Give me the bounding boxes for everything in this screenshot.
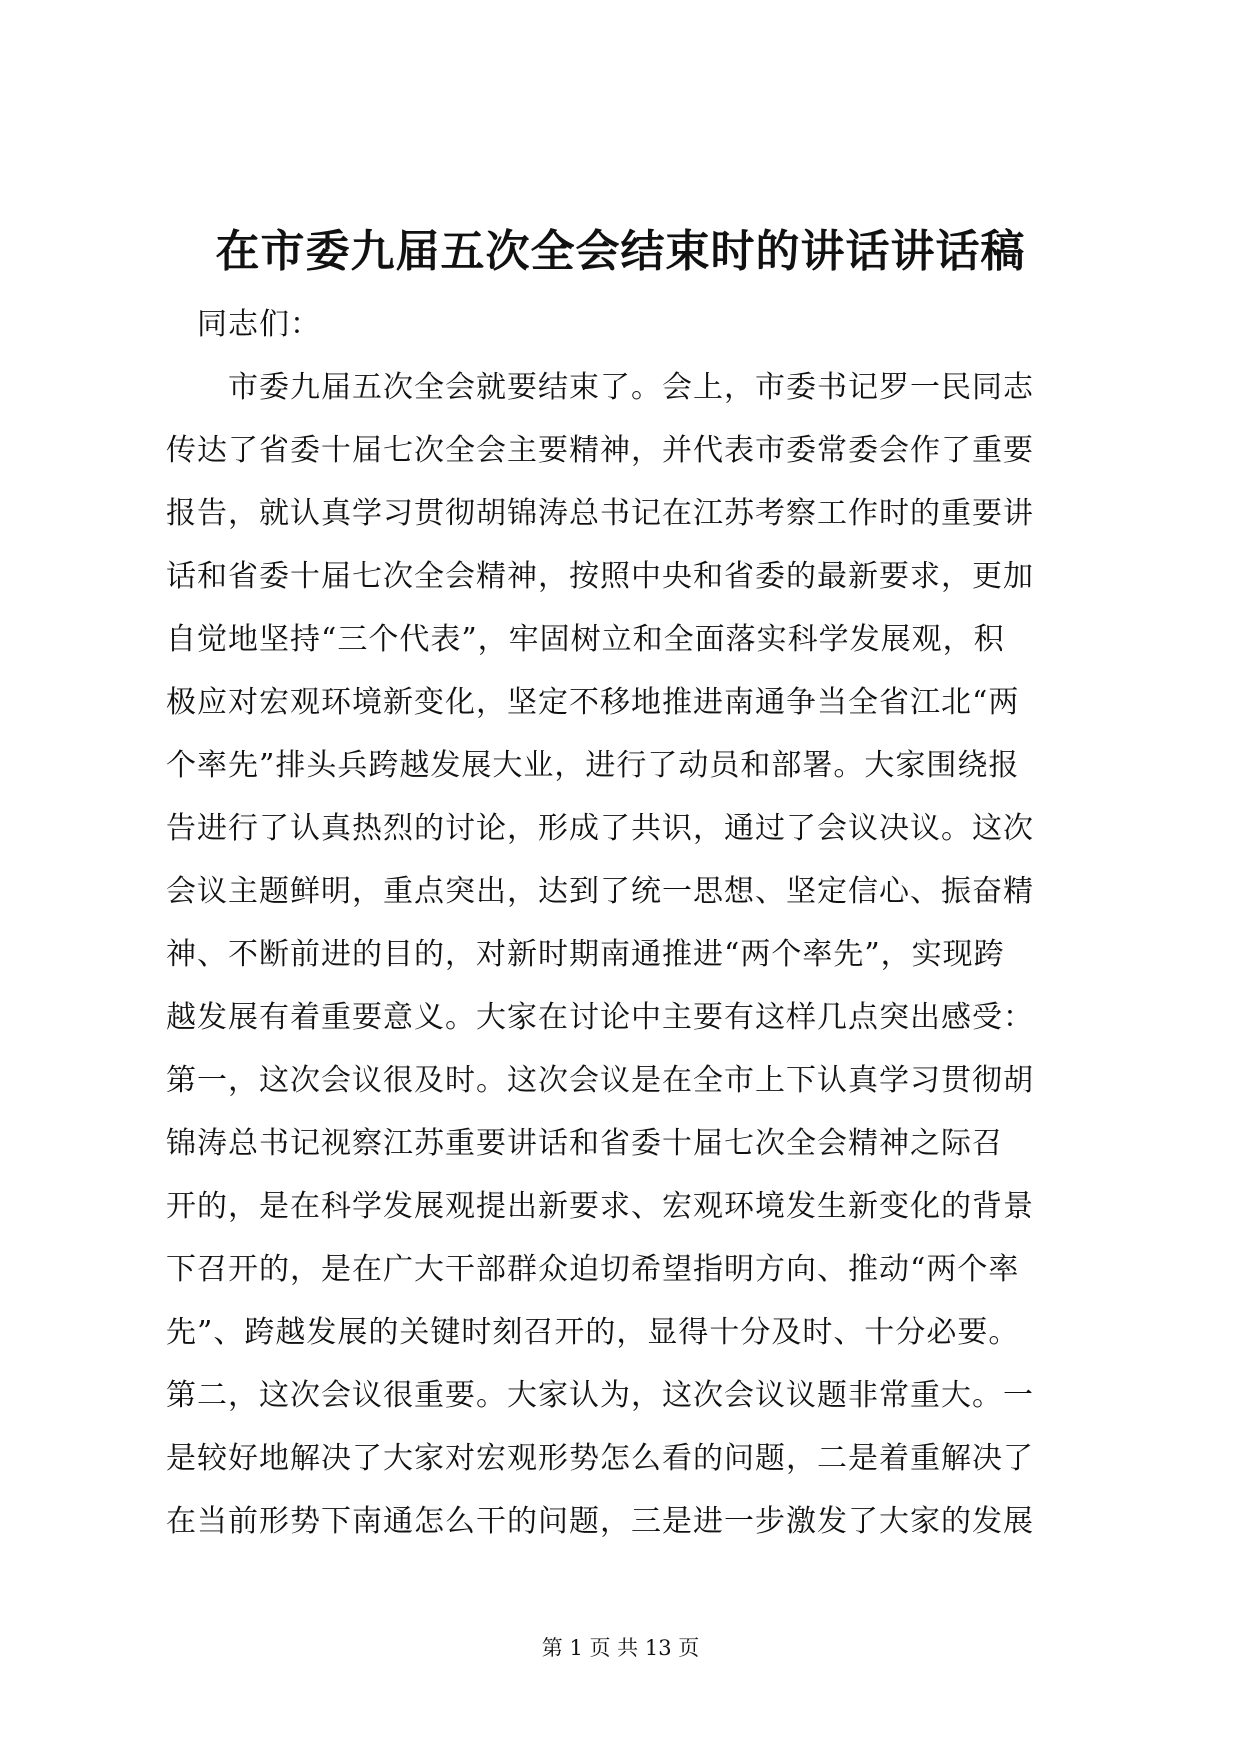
body-line: 越发展有着重要意义。大家在讨论中主要有这样几点突出感受： <box>166 1000 1034 1035</box>
body-line: 会议主题鲜明，重点突出，达到了统一思想、坚定信心、振奋精 <box>166 874 1034 909</box>
body-line: 神、不断前进的目的，对新时期南通推进“两个率先”，实现跨 <box>166 937 1005 972</box>
document-body <box>166 293 1086 1553</box>
body-line: 极应对宏观环境新变化，坚定不移地推进南通争当全省江北“两 <box>166 685 1020 720</box>
body-line: 第一，这次会议很及时。这次会议是在全市上下认真学习贯彻胡 <box>166 1063 1034 1098</box>
body-line: 第二，这次会议很重要。大家认为，这次会议议题非常重大。一 <box>166 1378 1034 1413</box>
body-line: 话和省委十届七次全会精神，按照中央和省委的最新要求，更加 <box>166 559 1034 594</box>
page-footer: 第 1 页 共 13 页 <box>541 1636 700 1660</box>
body-line: 市委九届五次全会就要结束了。会上，市委书记罗一民同志 <box>166 370 1034 405</box>
body-line: 先”、跨越发展的关键时刻召开的，显得十分及时、十分必要。 <box>166 1315 1020 1350</box>
body-line: 下召开的，是在广大干部群众迫切希望指明方向、推动“两个率 <box>166 1252 1020 1287</box>
body-line: 传达了省委十届七次全会主要精神，并代表市委常委会作了重要 <box>166 433 1034 468</box>
body-line: 在当前形势下南通怎么干的问题，三是进一步激发了大家的发展 <box>166 1504 1034 1539</box>
body-line: 个率先”排头兵跨越发展大业，进行了动员和部署。大家围绕报 <box>166 748 1020 783</box>
body-line: 同志们： <box>166 307 321 342</box>
body-line: 自觉地坚持“三个代表”，牢固树立和全面落实科学发展观，积 <box>166 622 1005 657</box>
body-line: 告进行了认真热烈的讨论，形成了共识，通过了会议决议。这次 <box>166 811 1034 846</box>
body-line: 开的，是在科学发展观提出新要求、宏观环境发生新变化的背景 <box>166 1189 1034 1224</box>
document-title: 在市委九届五次全会结束时的讲话讲话稿 <box>215 226 1026 277</box>
body-line: 锦涛总书记视察江苏重要讲话和省委十届七次全会精神之际召 <box>166 1126 1003 1161</box>
body-line: 报告，就认真学习贯彻胡锦涛总书记在江苏考察工作时的重要讲 <box>166 496 1034 531</box>
body-line: 是较好地解决了大家对宏观形势怎么看的问题，二是着重解决了 <box>166 1441 1034 1476</box>
